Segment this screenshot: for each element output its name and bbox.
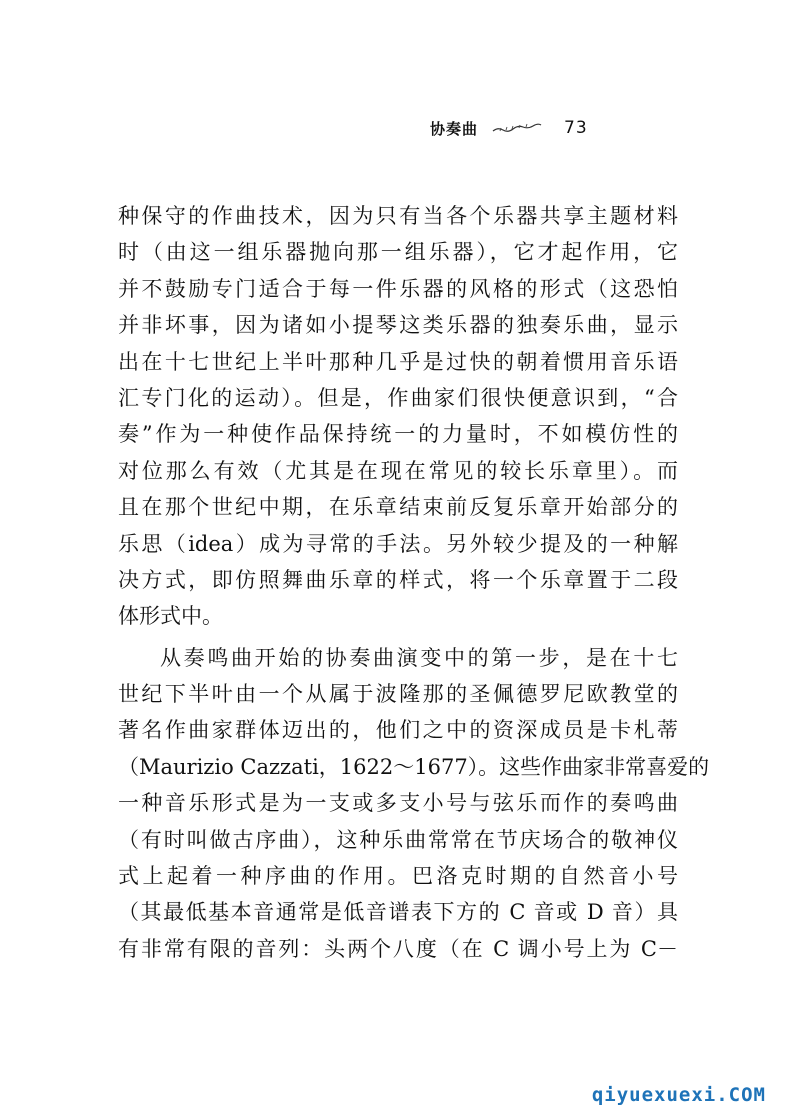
running-head bbox=[430, 116, 670, 140]
text-line: 对位那么有效（尤其是在现在常见的较长乐章里）。而 bbox=[118, 458, 678, 483]
site-watermark: qiyuexuexi.COM bbox=[591, 1084, 766, 1106]
text-line: （Maurizio Cazzati，1622～1677）。这些作曲家非常喜爱的 bbox=[118, 754, 710, 779]
body-text bbox=[118, 198, 710, 967]
text-line: 决方式，即仿照舞曲乐章的样式，将一个乐章置于二段 bbox=[118, 567, 678, 592]
text-line: 有非常有限的音列：头两个八度（在 C 调小号上为 C－ bbox=[118, 936, 678, 961]
text-line: 出在十七世纪上半叶那种几乎是过快的朝着惯用音乐语 bbox=[118, 349, 678, 374]
paragraph-1 bbox=[118, 198, 678, 635]
text-line: 乐思（idea）成为寻常的手法。另外较少提及的一种解 bbox=[118, 531, 678, 556]
text-line: 一种音乐形式是为一支或多支小号与弦乐而作的奏鸣曲 bbox=[118, 791, 678, 816]
text-line: 著名作曲家群体迈出的，他们之中的资深成员是卡札蒂 bbox=[118, 718, 678, 743]
text-line: （其最低基本音通常是低音谱表下方的 C 音或 D 音）具 bbox=[118, 900, 678, 925]
text-line: 从奏鸣曲开始的协奏曲演变中的第一步，是在十七 bbox=[160, 645, 678, 670]
text-line: 且在那个世纪中期，在乐章结束前反复乐章开始部分的 bbox=[118, 495, 678, 520]
paragraph-2 bbox=[118, 640, 710, 968]
text-line: 并非坏事，因为诸如小提琴这类乐器的独奏乐曲，显示 bbox=[118, 313, 678, 338]
text-line: 汇专门化的运动）。但是，作曲家们很快便意识到，“合 bbox=[118, 385, 678, 410]
text-line: 并不鼓励专门适合于每一件乐器的风格的形式（这恐怕 bbox=[118, 276, 678, 301]
text-line: 时（由这一组乐器抛向那一组乐器），它才起作用，它 bbox=[118, 240, 678, 265]
text-line: （有时叫做古序曲），这种乐曲常常在节庆场合的敬神仪 bbox=[118, 827, 678, 852]
text-line: 奏”作为一种使作品保持统一的力量时，不如模仿性的 bbox=[118, 422, 678, 447]
running-title: 协奏曲 bbox=[430, 119, 479, 138]
page-number: 73 bbox=[564, 118, 588, 138]
text-line: 世纪下半叶由一个从属于波隆那的圣佩德罗尼欧教堂的 bbox=[118, 682, 678, 707]
text-line: 式上起着一种序曲的作用。巴洛克时期的自然音小号 bbox=[118, 864, 678, 889]
text-line: 体形式中。 bbox=[118, 604, 223, 629]
text-line: 种保守的作曲技术，因为只有当各个乐器共享主题材料 bbox=[118, 204, 678, 228]
header-ornament-icon bbox=[492, 123, 542, 133]
